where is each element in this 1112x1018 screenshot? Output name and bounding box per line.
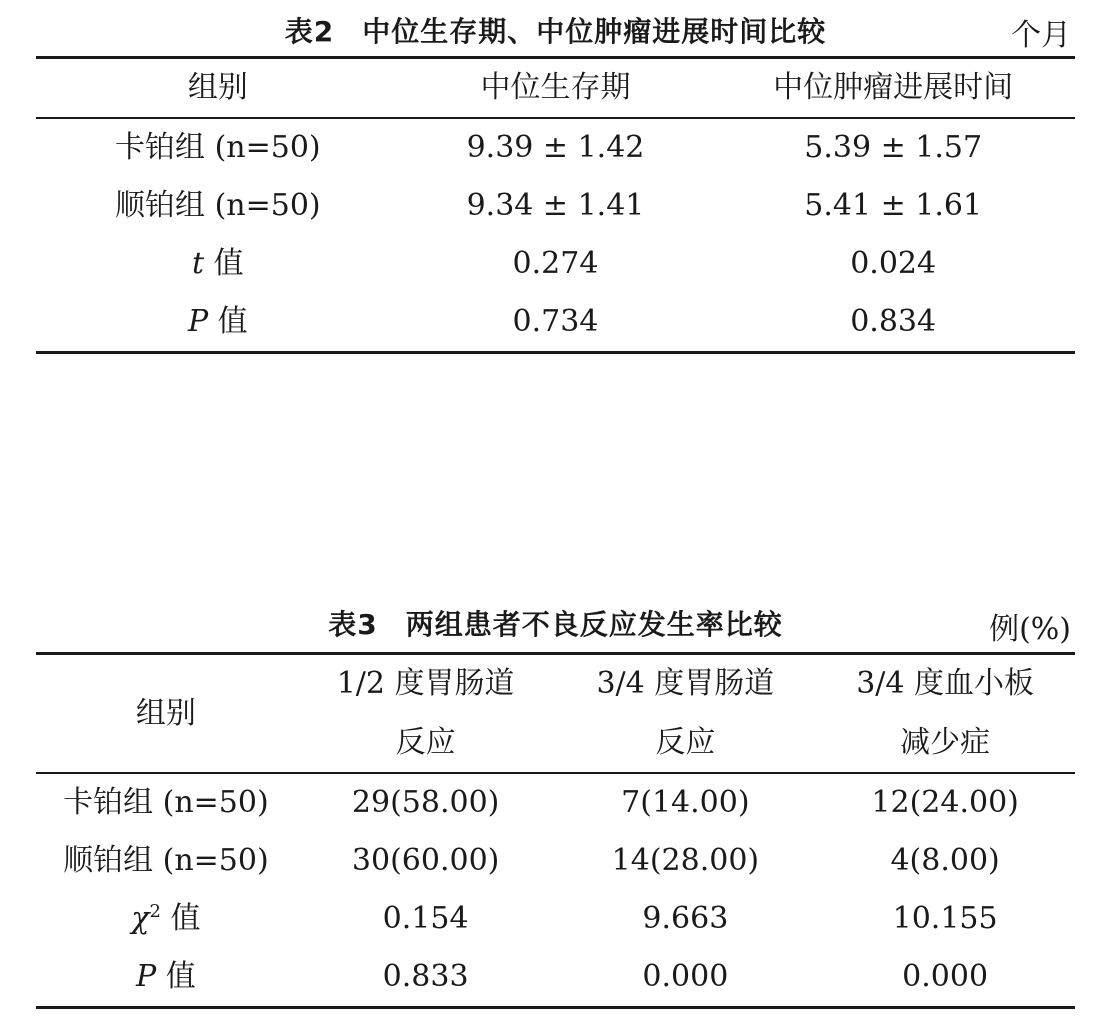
- table-2-caption: [36, 0, 1075, 56]
- table-2-grid: [36, 56, 1075, 354]
- stat-suffix: 值: [156, 959, 196, 994]
- table-header-row: [36, 58, 1075, 119]
- group-cell: 卡铂组 (n=50): [63, 785, 269, 820]
- table-row: [36, 177, 1075, 235]
- value-cell: 0.274: [512, 246, 599, 281]
- p-value-row: [36, 293, 1075, 353]
- column-header-line2: 减少症: [900, 725, 991, 760]
- stat-label-cell: [36, 293, 400, 353]
- column-header-line2: 反应: [395, 725, 456, 760]
- value-cell: 5.39 ± 1.57: [804, 130, 983, 165]
- table-3-label: 表3: [328, 608, 378, 641]
- stat-symbol: χ: [131, 901, 150, 936]
- value-cell: 30(60.00): [351, 843, 500, 878]
- table-2: [36, 0, 1075, 354]
- table-row: [36, 773, 1075, 832]
- column-header: 中位生存期: [480, 70, 631, 105]
- stat-label-cell: [36, 235, 400, 293]
- column-header: 1/2 度胃肠道: [336, 666, 515, 701]
- chi-square-row: [36, 890, 1075, 948]
- table-row: [36, 118, 1075, 177]
- table-2-unit: 个月: [1011, 18, 1071, 53]
- value-cell: 7(14.00): [621, 785, 750, 820]
- group-cell: 顺铂组 (n=50): [115, 188, 321, 223]
- value-cell: 4(8.00): [890, 843, 1000, 878]
- t-value-row: [36, 235, 1075, 293]
- value-cell: 0.000: [902, 959, 989, 994]
- value-cell: 0.834: [850, 304, 937, 339]
- value-cell: 14(28.00): [611, 843, 760, 878]
- value-cell: 0.024: [850, 246, 937, 281]
- table-3-caption: [36, 596, 1075, 652]
- value-cell: 0.833: [382, 959, 469, 994]
- stat-superscript: 2: [149, 901, 161, 922]
- value-cell: 5.41 ± 1.61: [804, 188, 983, 223]
- stat-suffix: 值: [208, 304, 248, 339]
- stat-suffix: 值: [160, 901, 201, 936]
- table-3-title-text: 两组患者不良反应发生率比较: [405, 608, 783, 641]
- stat-label-cell: [36, 948, 296, 1008]
- value-cell: 0.734: [512, 304, 599, 339]
- column-header: 3/4 度胃肠道: [596, 666, 775, 701]
- table-2-title-text: 中位生存期、中位肿瘤进展时间比较: [362, 15, 827, 48]
- table-row: [36, 832, 1075, 890]
- table-3: [36, 596, 1075, 1009]
- column-header: 3/4 度血小板: [856, 666, 1035, 701]
- value-cell: 29(58.00): [351, 785, 500, 820]
- stat-suffix: 值: [204, 246, 244, 281]
- value-cell: 9.39 ± 1.42: [466, 130, 645, 165]
- value-cell: 10.155: [892, 901, 998, 936]
- p-value-row: [36, 948, 1075, 1008]
- group-cell: 卡铂组 (n=50): [115, 130, 321, 165]
- value-cell: 9.663: [642, 901, 729, 936]
- table-3-grid: [36, 652, 1075, 1009]
- stat-symbol: t: [192, 246, 205, 281]
- table-2-title: [36, 10, 1075, 50]
- value-cell: 0.000: [642, 959, 729, 994]
- table-2-label: 表2: [284, 15, 335, 48]
- stat-symbol: P: [136, 959, 157, 994]
- stat-symbol: P: [187, 304, 209, 339]
- column-header: 中位肿瘤进展时间: [773, 70, 1014, 105]
- column-header: 组别: [187, 70, 248, 105]
- group-cell: 顺铂组 (n=50): [63, 843, 269, 878]
- column-header-line2: 反应: [655, 725, 716, 760]
- stat-label-cell: [36, 890, 296, 948]
- column-header-group: 组别: [36, 654, 296, 774]
- value-cell: 0.154: [382, 901, 469, 936]
- table-3-unit: 例(%): [989, 612, 1071, 647]
- value-cell: 12(24.00): [871, 785, 1019, 820]
- value-cell: 9.34 ± 1.41: [466, 188, 645, 223]
- table-3-title: [36, 603, 1075, 643]
- table-header-row: [36, 654, 1075, 714]
